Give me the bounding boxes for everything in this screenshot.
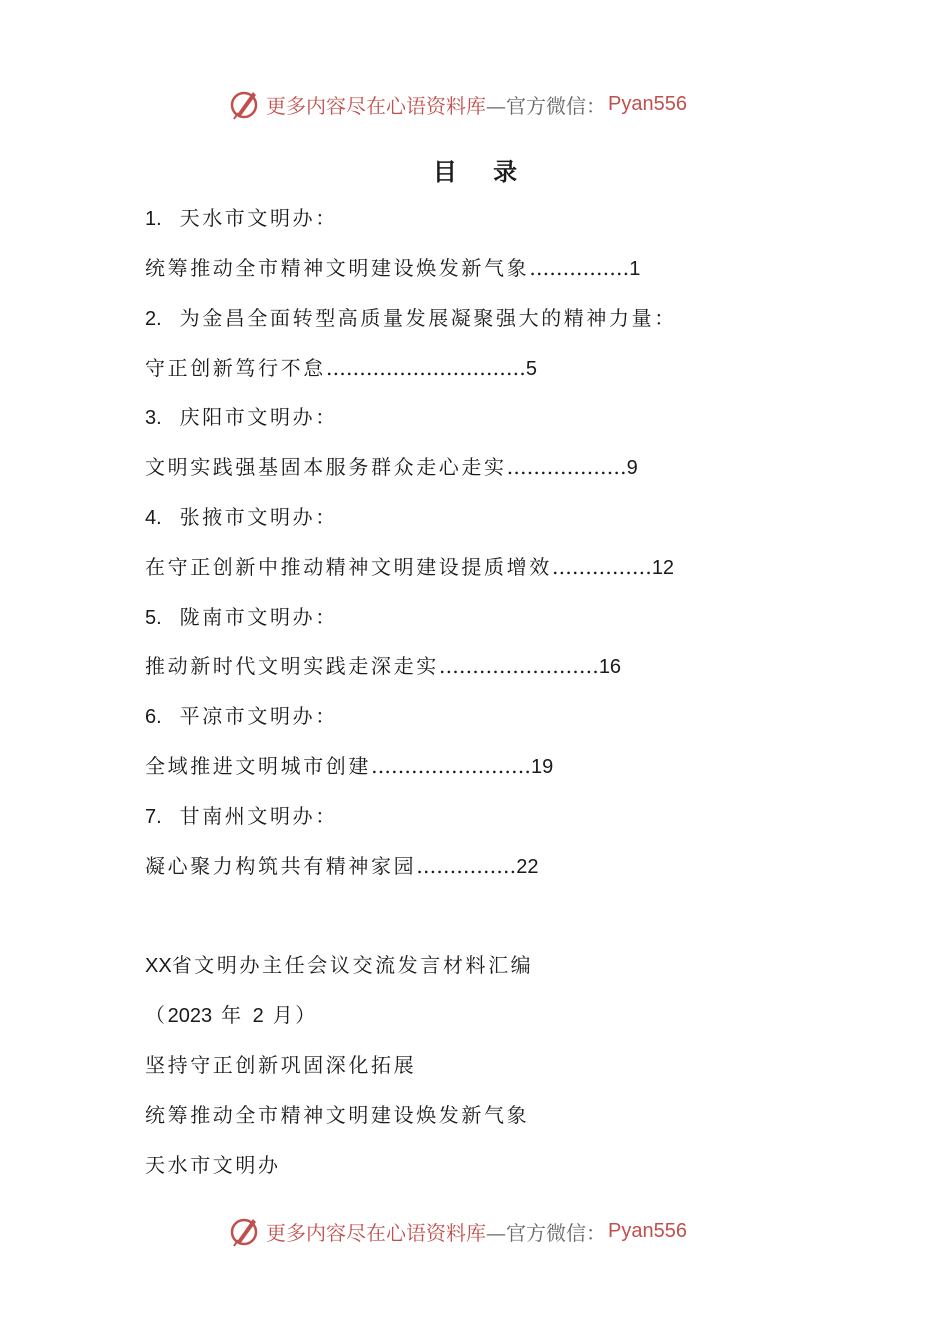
quill-logo-icon — [226, 86, 262, 122]
watermark-brand: 更多内容尽在心语资料库 — [266, 1220, 486, 1245]
document-date: （2023 年 2 月） — [145, 1003, 318, 1027]
watermark-wechat-id: Pyan556 — [608, 92, 687, 115]
section-title: 统筹推动全市精神文明建设焕发新气象 — [145, 1103, 530, 1127]
section-org: 天水市文明办 — [145, 1153, 281, 1177]
quill-logo-icon — [226, 1213, 262, 1249]
toc-entry-4-title[interactable]: 在守正创新中推动精神文明建设提质增效……………12 — [145, 555, 675, 579]
footer-watermark — [226, 1211, 687, 1251]
toc-entry-1-title[interactable]: 统筹推动全市精神文明建设焕发新气象……………1 — [145, 256, 641, 280]
toc-entry-3-org: 3. 庆阳市文明办： — [145, 405, 338, 429]
document-heading: XX省文明办主任会议交流发言材料汇编 — [145, 953, 534, 977]
document-subtitle: 坚持守正创新巩固深化拓展 — [145, 1053, 417, 1077]
watermark-wechat-id: Pyan556 — [608, 1219, 687, 1242]
toc-entry-7-title[interactable]: 凝心聚力构筑共有精神家园……………22 — [145, 854, 539, 878]
watermark-separator: —官方微信： — [486, 93, 606, 118]
toc-entry-7-org: 7. 甘南州文明办： — [145, 804, 338, 828]
toc-entry-3-title[interactable]: 文明实践强基固本服务群众走心走实………………9 — [145, 455, 638, 479]
toc-entry-1-org: 1. 天水市文明办： — [145, 206, 338, 230]
toc-entry-2-title[interactable]: 守正创新笃行不怠…………………………5 — [145, 356, 537, 380]
watermark-separator: —官方微信： — [486, 1220, 606, 1245]
toc-title: 目 录 — [432, 158, 532, 186]
toc-entry-5-title[interactable]: 推动新时代文明实践走深走实……………………16 — [145, 654, 622, 678]
header-watermark — [226, 84, 687, 124]
toc-entry-4-org: 4. 张掖市文明办： — [145, 505, 338, 529]
toc-entry-2-org: 2. 为金昌全面转型高质量发展凝聚强大的精神力量： — [145, 306, 677, 330]
toc-entry-6-title[interactable]: 全域推进文明城市创建……………………19 — [145, 754, 554, 778]
watermark-brand: 更多内容尽在心语资料库 — [266, 93, 486, 118]
toc-entry-6-org: 6. 平凉市文明办： — [145, 704, 338, 728]
toc-entry-5-org: 5. 陇南市文明办： — [145, 605, 338, 629]
